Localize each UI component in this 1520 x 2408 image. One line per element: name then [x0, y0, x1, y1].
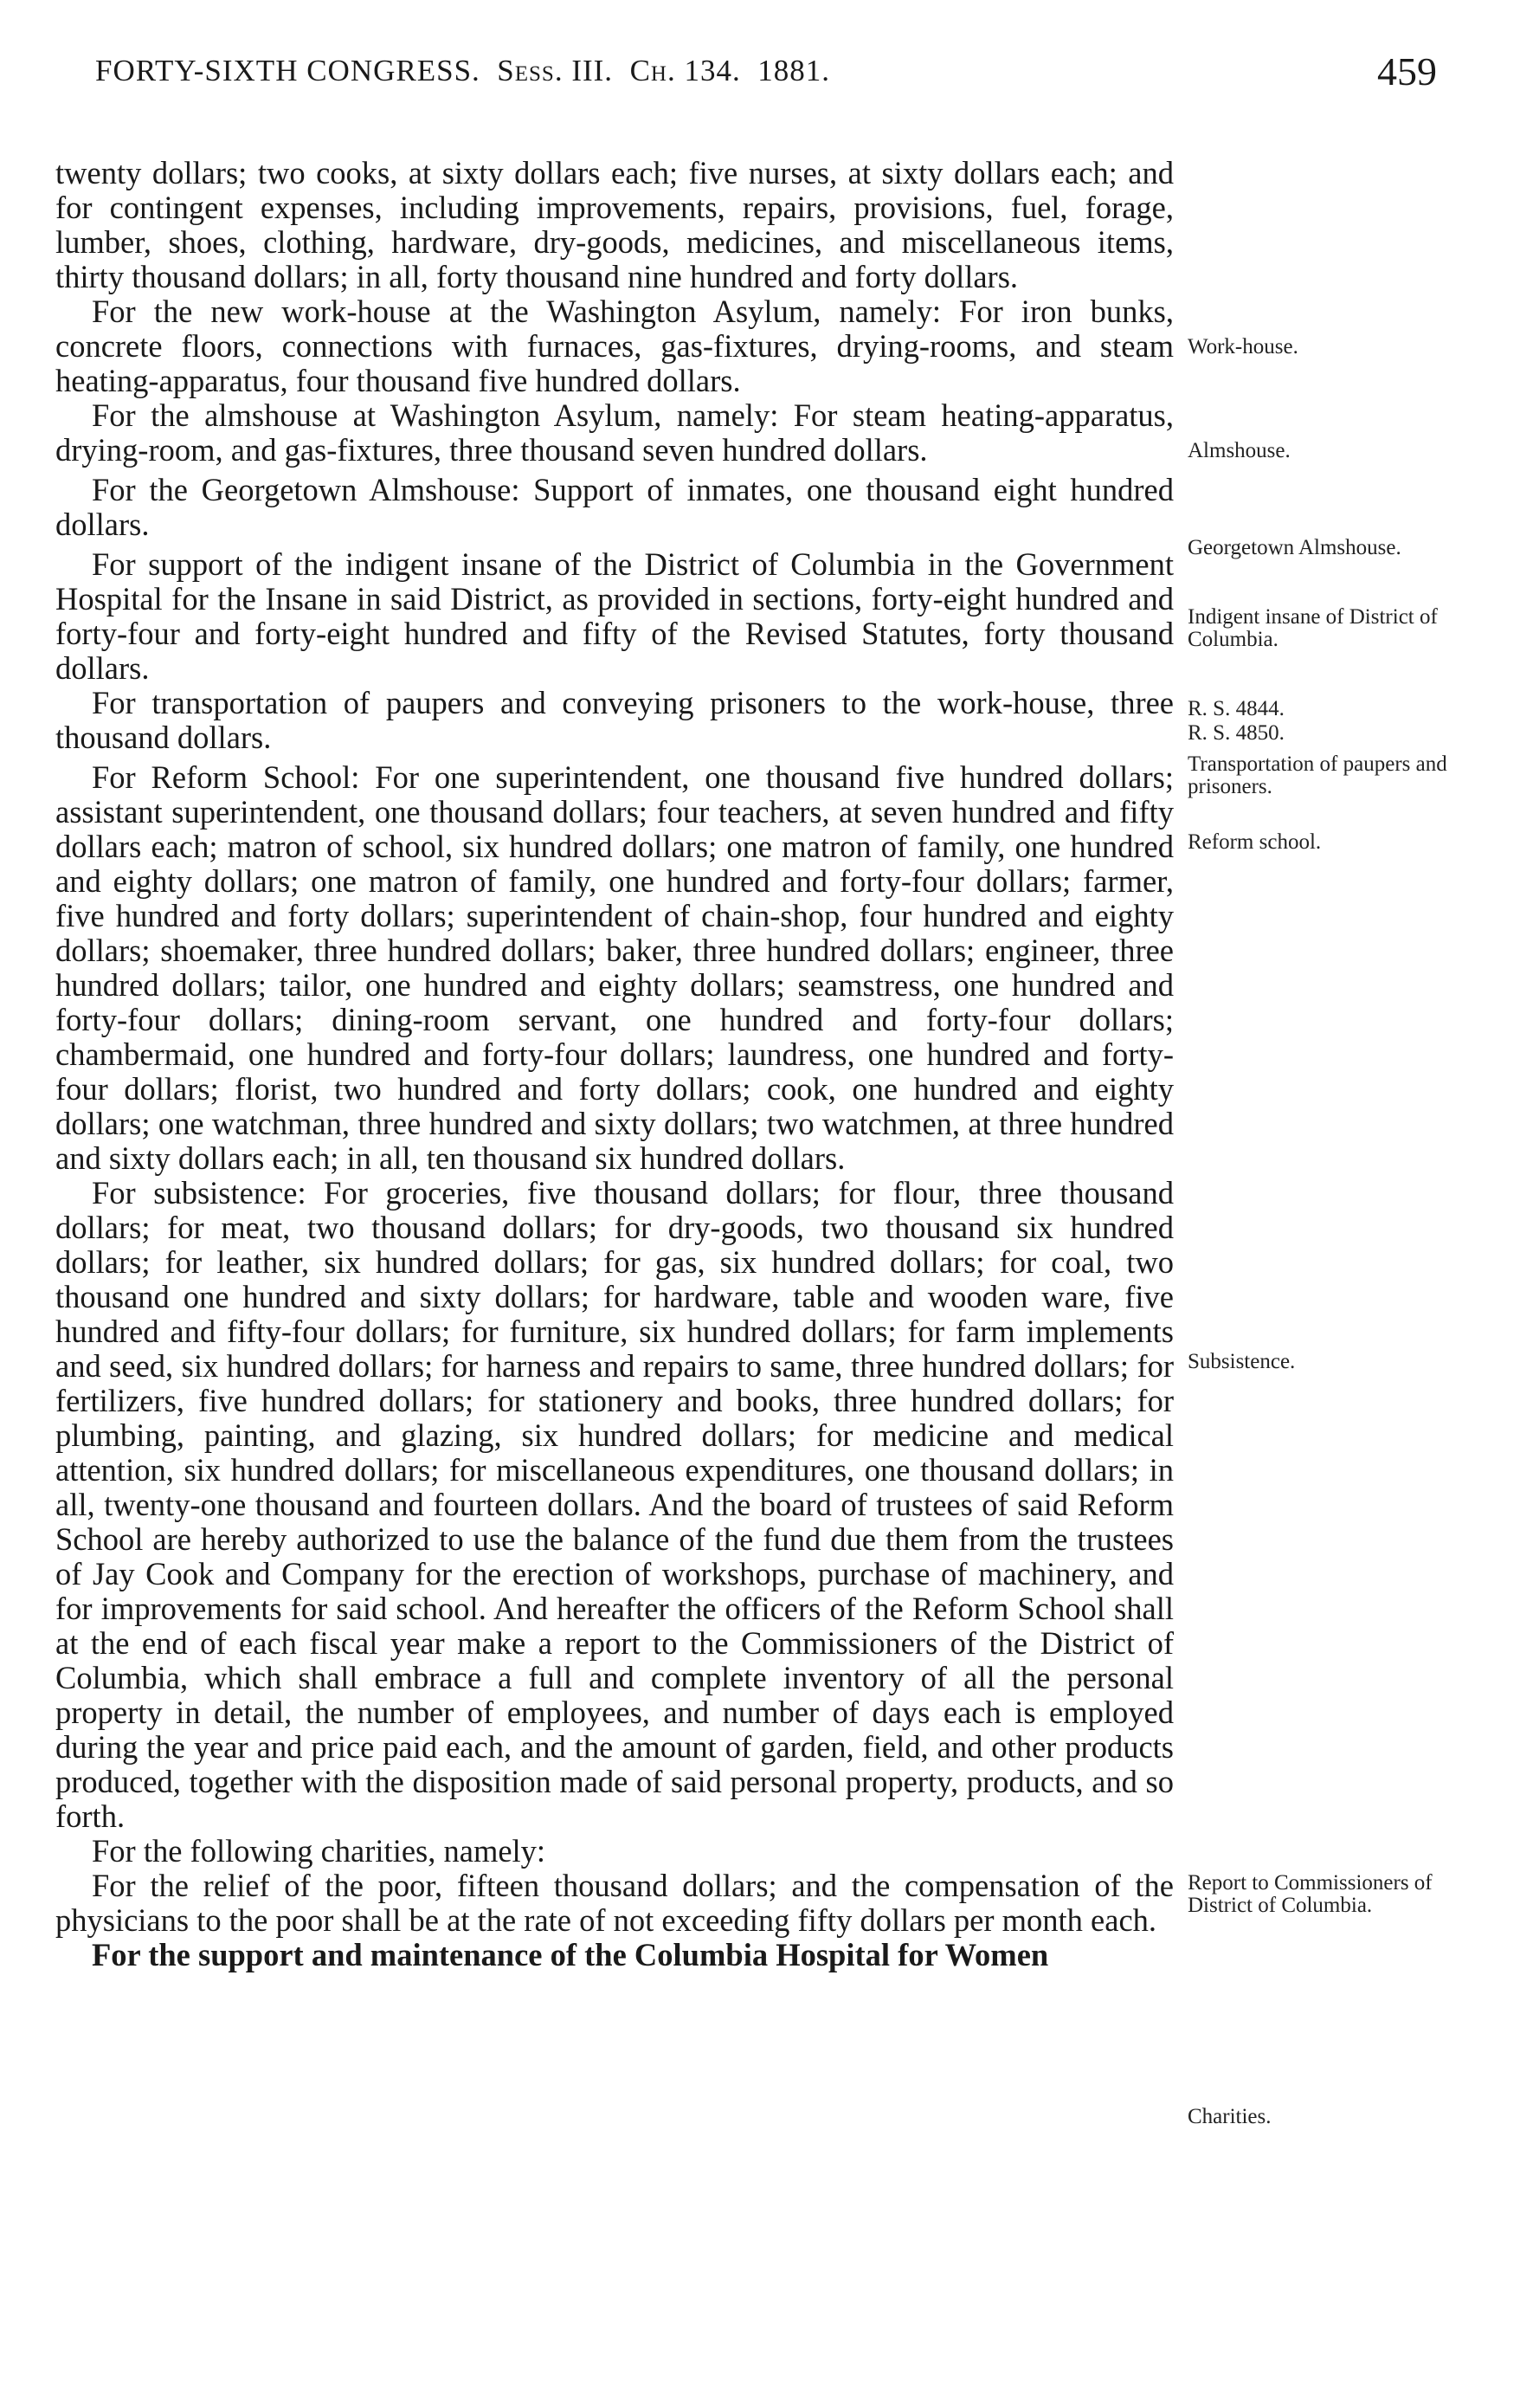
- paragraph-charities: For the following charities, namely:: [92, 1833, 546, 1869]
- paragraph-subsistence: For subsistence: For groceries, five thousand dollars; for flour, three thousand dollars; for meat, two thousand dollars; for dry-goods, two thousand six hundred dollars; for leather, six hundred dollars; for gas, six hundred dollars; for coal, two thousand one hundred and sixty dollars; for hardware, table and wooden ware, five hundred and fifty-four dollars; for furniture, six hundred dollars; for farm implements and seed, six hundred dollars; for harness and repairs to same, three hundred dollars; for fertilizers, five hundred dollars; for stationery and books, three hundred dollars; for plumbing, painting, and glazing, six hundred dollars; for medicine and medical attention, six hundred dollars; for miscellaneous expenditures, one thousand dollars; in all, twenty-one thousand and fourteen dollars. And the board of trustees of said Reform School are hereby authorized to use the balance of the fund due them from the trustees of Jay Cook and Company for the erection of workshops, purchase of machinery, and for improvements for said school. And hereafter the officers of the Reform School shall at the end of each fiscal year make a report to the Commissioners of the District of Columbia, which shall embrace a full and complete inventory of all the personal property in detail, the number of employees, and number of days each is employed during the year and price paid each, and the amount of garden, field, and other products produced, together with the disposition made of said personal property, products, and so forth.: [55, 1175, 1174, 1834]
- body-text: [55, 156, 1174, 1972]
- page-number: 459: [1377, 49, 1437, 94]
- margin-note-reform-school: Reform school.: [1188, 830, 1322, 854]
- paragraph-reform-school: For Reform School: For one superintendent, one thousand five hundred dollars; assistant superintendent, one thousand dollars; four teachers, at seven hundred and fifty dollars each; matron of school, six hundred dollars; one matron of family, one hundred and eighty dollars; one matron of family, one hundred and forty-four dollars; farmer, five hundred and forty dollars; superintendent of chain-shop, four hundred and eighty dollars; shoemaker, three hundred dollars; baker, three hundred dollars; engineer, three hundred dollars; tailor, one hundred and eighty dollars; seamstress, one hundred and forty-four dollars; dining-room servant, one hundred and forty-four dollars; chambermaid, one hundred and forty-four dollars; laundress, one hundred and forty-four dollars; florist, two hundred and forty dollars; cook, one hundred and eighty dollars; one watchman, three hundred and sixty dollars; two watchmen, at three hundred and sixty dollars each; in all, ten thousand six hundred dollars.: [55, 759, 1174, 1176]
- head-congress: FORTY-SIXTH CONGRESS.: [95, 54, 480, 87]
- head-chapter: Ch. 134.: [629, 54, 741, 87]
- margin-note-work-house: Work-house.: [1188, 335, 1298, 358]
- margin-note-georgetown-almshouse: Georgetown Almshouse.: [1188, 536, 1401, 559]
- margin-note-charities: Charities.: [1188, 2105, 1272, 2128]
- paragraph-asylum-continued: twenty dollars; two cooks, at sixty dollars each; five nurses, at sixty dollars each; and for contingent expenses, including improvements, repairs, provisions, fuel, forage, lumber, shoes, clothing, hardware, dry-goods, medicines, and miscellaneous items, thirty thousand dollars; in all, forty thousand nine hundred and forty dollars.: [55, 155, 1174, 294]
- paragraph-columbia-hospital: For the support and maintenance of the Columbia Hospital for Women: [92, 1937, 1049, 1972]
- paragraph-almshouse: For the almshouse at Washington Asylum, namely: For steam heating-apparatus, drying-room, and gas-fixtures, three thousand seven hundred dollars.: [55, 397, 1174, 468]
- margin-note-indigent-insane: Indigent insane of District of Columbia.: [1188, 605, 1438, 651]
- paragraph-indigent-insane: For support of the indigent insane of the District of Columbia in the Government Hospital for the Insane in said District, as provided in sections, forty-eight hundred and forty-four and forty-eight hundred and fifty of the Revised Statutes, forty thousand dollars.: [55, 546, 1174, 686]
- margin-note-report-to-commissioners: Report to Commissioners of District of Columbia.: [1188, 1871, 1433, 1917]
- running-head: [95, 49, 1437, 106]
- head-year: 1881.: [757, 54, 830, 87]
- margin-note-almshouse: Almshouse.: [1188, 439, 1291, 462]
- paragraph-transportation: For transportation of paupers and conveying prisoners to the work-house, three thousand dollars.: [55, 685, 1174, 755]
- margin-note-rs-4844: R. S. 4844.: [1188, 697, 1285, 720]
- margin-note-rs-4850: R. S. 4850.: [1188, 721, 1285, 745]
- head-session: Sess. III.: [497, 54, 614, 87]
- running-head-title: [95, 54, 830, 88]
- paragraph-work-house: For the new work-house at the Washington Asylum, namely: For iron bunks, concrete floors, connections with furnaces, gas-fixtures, drying-rooms, and steam heating-apparatus, four thousand five hundred dollars.: [55, 294, 1174, 398]
- paragraph-georgetown-almshouse: For the Georgetown Almshouse: Support of inmates, one thousand eight hundred dollars.: [55, 472, 1174, 542]
- margin-note-transportation: Transportation of paupers and prisoners.: [1188, 752, 1447, 798]
- paragraph-relief-of-poor: For the relief of the poor, fifteen thousand dollars; and the compensation of the physicians to the poor shall be at the rate of not exceeding fifty dollars per month each.: [55, 1868, 1174, 1938]
- margin-note-subsistence: Subsistence.: [1188, 1350, 1296, 1373]
